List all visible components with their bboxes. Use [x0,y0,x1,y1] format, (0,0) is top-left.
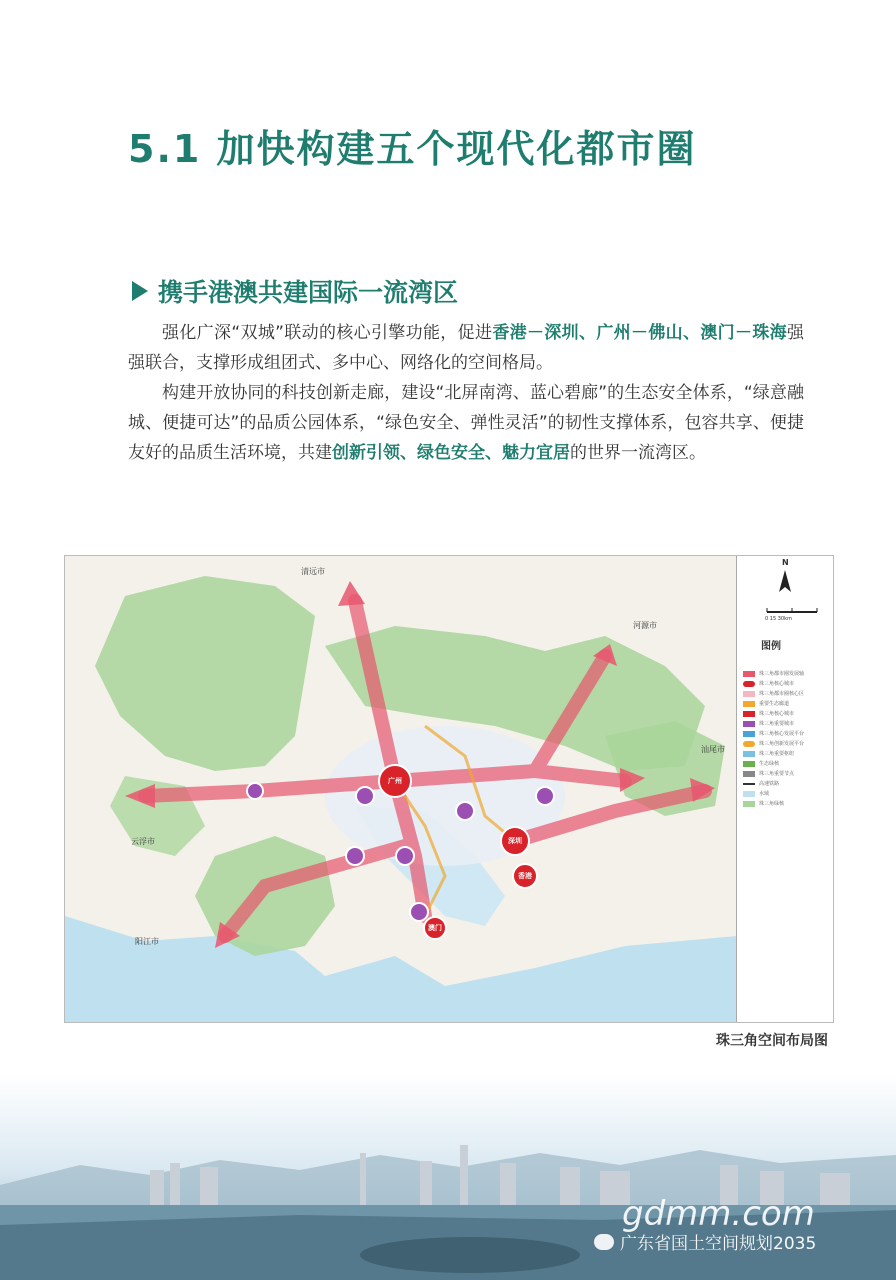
section-heading [132,273,458,309]
node-zhongshan [396,847,414,865]
map-caption: 珠三角空间布局图 [716,1033,828,1049]
node-zhuhai [410,903,428,921]
node-label-guangzhou: 广州 [388,777,402,785]
paragraph-2 [128,378,804,468]
para2-text-end: 的世界一流湾区。 [570,443,706,463]
city-label-yangjiang: 阳江市 [135,937,159,946]
para2-highlight: 创新引领、绿色安全、魅力宜居 [332,443,570,463]
legend-item: 珠三角重要枢纽 [743,750,794,757]
city-label-qingyuan: 清远市 [301,567,325,576]
legend-item: 珠三角核心城市 [743,680,794,687]
section-subtitle: 携手港澳共建国际一流湾区 [158,278,459,307]
node-label-macau: 澳门 [428,924,442,932]
city-label-heyuan: 河源市 [633,621,657,630]
node-zhaoqing [247,783,263,799]
legend-item: 水域 [743,790,769,797]
watermark-account [594,1229,816,1254]
legend-item: 生态绿核 [743,760,779,767]
para1-text-end: 强强联合，支撑形成组团式、多中心、网络化的空间格局。 [128,323,804,373]
legend-item: 珠三角核心城市 [743,710,794,717]
legend-item: 珠三角都市圈核心区 [743,690,804,697]
exhibition-hall [360,1237,580,1273]
legend-item: 高速铁路 [743,780,779,787]
legend-item: 珠三角绿核 [743,800,784,807]
watermark-site: gdmm.com [622,1194,815,1234]
prd-spatial-layout-map [64,555,834,1023]
map-legend [736,556,833,1022]
para2-text: 构建开放协同的科技创新走廊，建设“北屏南湾、蓝心碧廊”的生态安全体系，“绿意融城、便捷可达”的品质公园体系，“绿色安全、弹性灵活”的韧性支撑体系，包容共享、便捷友好的品质生活环境，共建 [128,383,804,463]
legend-item: 珠三角重要节点 [743,770,794,777]
city-label-shanwei: 汕尾市 [701,745,725,754]
north-arrow-icon [779,570,791,592]
node-label-shenzhen: 深圳 [508,837,522,845]
north-label: N [782,558,789,567]
node-label-hongkong: 香港 [518,872,532,880]
watermark-account-text: 广东省国土空间规划2035 [620,1234,817,1254]
map-canvas [65,556,833,1022]
node-jiangmen [346,847,364,865]
node-huizhou [536,787,554,805]
triangle-bullet-icon [132,281,148,301]
north-arrow-scale [737,556,833,636]
node-dongguan [456,802,474,820]
para1-highlight: 香港－深圳、广州－佛山、澳门－珠海 [492,323,787,343]
para1-text: 强化广深“双城”联动的核心引擎功能，促进 [162,323,493,343]
page-title: 5.1 加快构建五个现代化都市圈 [128,127,697,171]
wechat-icon [594,1234,614,1250]
legend-item: 珠三角都市圈发展轴 [743,670,804,677]
legend-title: 图例 [761,641,781,652]
city-label-yunfu: 云浮市 [131,837,155,846]
scale-label: 0 15 30km [765,616,792,622]
legend-item: 珠三角创新发展平台 [743,740,804,747]
legend-item: 珠三角重要城市 [743,720,794,727]
legend-item: 重要生态廊道 [743,700,789,707]
paragraph-1 [128,318,804,378]
node-foshan [356,787,374,805]
legend-item: 珠三角核心发展平台 [743,730,804,737]
